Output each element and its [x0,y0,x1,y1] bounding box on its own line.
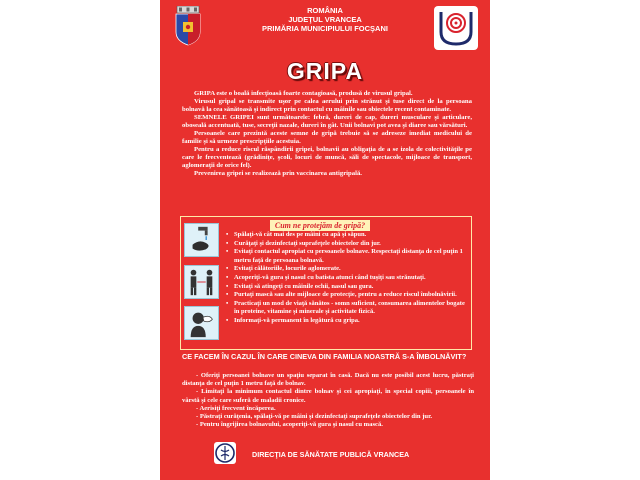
intro-paragraph: SEMNELE GRIPEI sunt următoarele: febră, dureri de cap, dureri musculare şi articulare, oboseală accentuată, tuse, secreţii nazale, dureri în gât. Unii bolnavi pot avea şi diaree sau vărsături. [182,114,472,130]
intro-paragraph: Pentru a reduce riscul răspândirii gripei, bolnavii au obligaţia de a se izola de colectivităţile pe care le frecventează (grădiniţe, şcoli, locuri de muncă, săli de spectacole, mijloace de transport, aglomeraţii de orice fel). [182,146,472,170]
action-item: - Pentru îngrijirea bolnavului, acoperiţi-vă gura şi nasul cu mască. [196,421,383,429]
list-item: • Practicaţi un mod de viaţă sănătos - somn suficient, consumarea alimentelor bogate în proteine, vitamine şi minerale şi activitate fizică. [225,300,467,317]
list-item: • Evitaţi contactul apropiat cu persoanele bolnave. Respectaţi distanţa de cel puţin 1 metru faţă de persoana bolnavă. [225,248,467,265]
family-actions [182,372,474,429]
page-title: GRIPA [286,58,364,84]
intro-paragraph: Virusul gripal se transmite uşor pe calea aerului prin strănut şi tuse direct de la persoana bolnavă la cea sănătoasă şi indirect prin contactul cu mâinile sau obiectele recent contaminate. [182,98,472,114]
header-city-hall: PRIMĂRIA MUNICIPIULUI FOCŞANI [262,24,388,33]
list-item: • Informaţi-vă permanent în legătură cu gripa. [225,317,467,326]
list-item: • Evitaţi călătoriile, locurile aglomerate. [225,265,467,274]
protection-title: Cum ne protejăm de gripă? [270,220,370,231]
handwashing-icon [184,223,219,257]
list-item: • Curăţaţi şi dezinfectaţi suprafeţele obiectelor din jur. [225,240,467,249]
list-item: • Evitaţi să atingeţi cu mâinile ochii, nasul sau gura. [225,283,467,292]
list-item: • Spălaţi-vă cât mai des pe mâini cu apă şi săpun. [225,231,467,240]
intro-text [182,90,472,179]
intro-paragraph: Persoanele care prezintă aceste semne de gripă trebuie să se adreseze imediat medicului de familie şi să urmeze prescripţiile acestuia. [182,130,472,146]
action-item: - Aerisiţi frecvent încăperea. [196,404,276,412]
cover-cough-icon [184,306,219,340]
intro-paragraph: Prevenirea gripei se realizează prin vaccinarea antigripală. [194,170,362,178]
action-item: - Oferiţi persoanei bolnave un spaţiu separat în casă. Dacă nu este posibil acest lucru, păstraţi distanţa de cel puţin 1 metru faţă de bolnav. [182,372,474,388]
family-question-heading: CE FACEM ÎN CAZUL ÎN CARE CINEVA DIN FAMILIA NOASTRĂ S-A ÎMBOLNĂVIT? [182,352,467,361]
handshake-logo-icon [434,6,478,50]
intro-paragraph: GRIPA este o boală infecţioasă foarte contagioasă, produsă de virusul gripal. [194,90,413,97]
protection-box [180,216,472,350]
protection-tips-list [225,231,467,326]
footer-organization: DIRECŢIA DE SĂNĂTATE PUBLICĂ VRANCEA [252,450,410,459]
header-country: ROMÂNIA [307,6,343,15]
flu-poster [160,0,490,480]
list-item: • Acoperiţi-vă gura şi nasul cu batista atunci când tuşiţi sau strănutaţi. [225,274,467,283]
header-county: JUDEŢUL VRANCEA [288,15,362,24]
public-health-logo-icon [214,442,236,464]
distance-people-icon [184,265,219,299]
list-item: • Purtaţi mască sau alte mijloace de protecţie, pentru a reduce riscul îmbolnăvirii. [225,291,467,300]
action-item: - Limitaţi la minimum contactul dintre bolnav şi cei apropiaţi, în special copiii, persoanele în vârstă şi cele care suferă de maladii cronice. [182,388,474,404]
action-item: - Păstraţi curăţenia, spălaţi-vă pe mâini şi dezinfectaţi suprafeţele obiectelor din jur. [196,413,433,421]
